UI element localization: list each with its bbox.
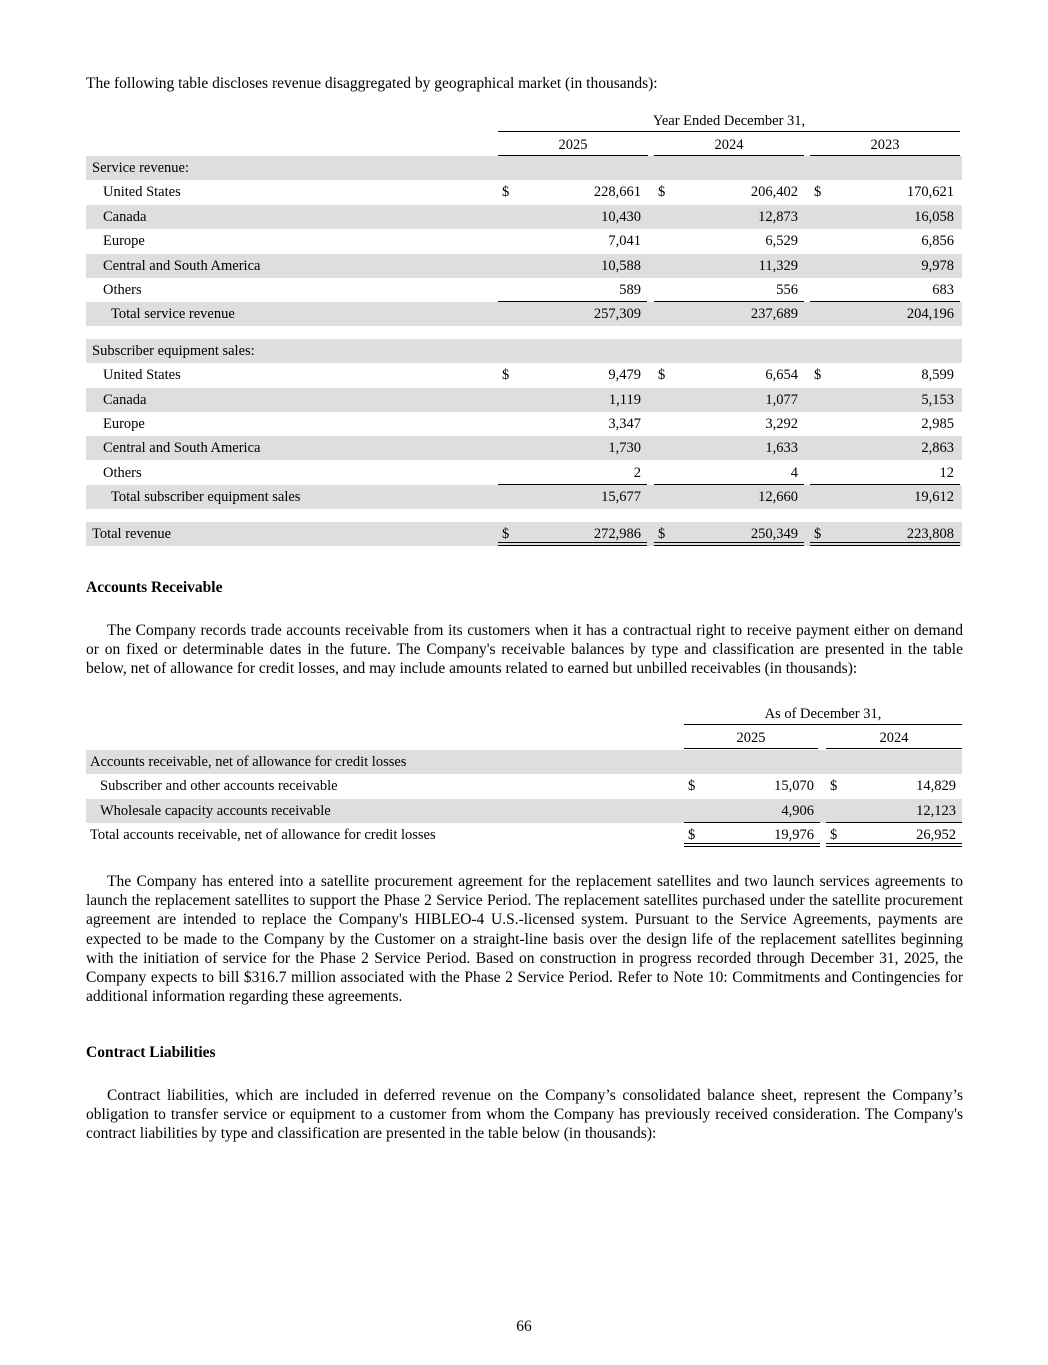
rule (810, 301, 960, 302)
rule (654, 301, 804, 302)
table-row (86, 363, 962, 387)
cell-value: 1,730 (608, 440, 641, 457)
cell-value: 3,347 (608, 416, 641, 432)
row-label: Others (103, 464, 142, 481)
table-row (86, 229, 962, 253)
section-header (86, 156, 962, 180)
cell-value: 1,633 (765, 440, 798, 457)
currency-symbol: $ (814, 184, 822, 201)
cell-value: 170,621 (906, 184, 954, 201)
table-row (86, 278, 962, 302)
row-label: Wholesale capacity accounts receivable (100, 802, 331, 819)
cell-value: 14,829 (916, 778, 956, 795)
year-header: 2025 (736, 730, 766, 746)
table-row (86, 461, 962, 485)
currency-symbol: $ (502, 525, 510, 542)
cell-value: 16,058 (914, 208, 954, 225)
row-label: Total accounts receivable, net of allowance for credit losses (90, 827, 436, 844)
row-label: Total service revenue (111, 306, 235, 323)
cell-value: 9,479 (608, 367, 641, 384)
rule (654, 542, 804, 546)
currency-symbol: $ (830, 827, 838, 844)
cell-value: 223,808 (906, 525, 954, 542)
accounts-receivable-paragraph: The Company records trade accounts receivable from its customers when it has a contractual right to receive payment either on demand or on fixed or determinable dates in the future. The Company's receivable balances by type and classification are presented in the table below, net of allowance for credit losses, and may include amounts related to earned but unbilled receivables (in thousands): (86, 622, 963, 678)
cell-value: 26,952 (916, 827, 956, 844)
year-header: 2024 (714, 137, 744, 153)
subtotal-row (86, 302, 962, 326)
section-label: Service revenue: (92, 160, 190, 176)
table-row (86, 799, 962, 823)
period-header: As of December 31, (764, 706, 882, 722)
table-row (86, 412, 962, 436)
contract-liabilities-heading: Contract Liabilities (86, 1044, 216, 1061)
cell-value: 1,119 (608, 391, 641, 408)
row-label: Canada (103, 208, 147, 225)
currency-symbol: $ (688, 778, 696, 795)
table-row (86, 254, 962, 278)
cell-value: 10,430 (601, 208, 641, 225)
row-label: Total revenue (92, 525, 172, 542)
cell-value: 15,677 (601, 489, 641, 506)
cell-value: 12,873 (758, 208, 798, 225)
cell-value: 2,985 (921, 416, 954, 432)
rule (684, 843, 820, 847)
rule (498, 301, 647, 302)
row-label: United States (103, 367, 181, 384)
currency-symbol: $ (688, 827, 696, 844)
cell-value: 2,863 (921, 440, 954, 457)
rule (684, 822, 820, 823)
page-number: 66 (516, 1318, 532, 1335)
rule (826, 822, 962, 823)
cell-value: 2 (633, 464, 641, 481)
currency-symbol: $ (830, 778, 838, 795)
year-header: 2024 (879, 730, 909, 746)
table-row (86, 436, 962, 460)
cell-value: 250,349 (750, 525, 798, 542)
cell-value: 3,292 (765, 416, 798, 432)
row-label: Canada (103, 391, 147, 408)
currency-symbol: $ (658, 367, 666, 384)
section-label: Subscriber equipment sales: (92, 342, 255, 359)
cell-value: 683 (932, 282, 954, 298)
cell-value: 204,196 (906, 306, 954, 323)
table-row (86, 388, 962, 412)
accounts-receivable-table (86, 704, 962, 854)
currency-symbol: $ (814, 367, 822, 384)
intro-text: The following table discloses revenue disaggregated by geographical market (in thousands): (86, 75, 658, 92)
rule (810, 542, 960, 546)
cell-value: 15,070 (774, 778, 814, 795)
cell-value: 556 (776, 282, 798, 298)
row-label: Central and South America (103, 440, 261, 457)
cell-value: 589 (619, 282, 641, 298)
cell-value: 12,660 (758, 489, 798, 506)
cell-value: 5,153 (921, 391, 954, 408)
row-label: Subscriber and other accounts receivable (100, 778, 338, 795)
row-label: Europe (103, 233, 145, 250)
currency-symbol: $ (814, 525, 822, 542)
row-label: Europe (103, 416, 145, 432)
cell-value: 272,986 (593, 525, 641, 542)
cell-value: 257,309 (593, 306, 641, 323)
rule (810, 484, 960, 485)
procurement-paragraph: The Company has entered into a satellite procurement agreement for the replacement satellites and two launch services agreements to launch the replacement satellites to support the Phase 2 Service Period. The replacement satellites purchased under the satellite procurement agreement are intended to replace the Company's HIBLEO-4 U.S.-licensed system. Pursuant to the Service Agreements, payments are expected to be made to the Company by the Customer on a straight-line basis over the design life of the replacement satellites beginning with the initiation of service for the Phase 2 Service Period. Based on construction in progress recorded through December 31, 2025, the Company expects to bill $316.7 million associated with the Phase 2 Service Period. Refer to Note 10: Commitments and Contingencies for additional information regarding these agreements. (86, 873, 963, 1006)
subtotal-row (86, 485, 962, 509)
rule (498, 542, 647, 546)
table-row (86, 180, 962, 204)
currency-symbol: $ (658, 184, 666, 201)
table-row (86, 774, 962, 798)
revenue-table (86, 110, 962, 550)
accounts-receivable-heading: Accounts Receivable (86, 579, 223, 596)
cell-value: 4,906 (781, 802, 814, 819)
row-label: Others (103, 282, 142, 298)
cell-value: 7,041 (608, 233, 641, 250)
rule (498, 484, 647, 485)
section-header (86, 750, 962, 774)
section-header (86, 339, 962, 363)
cell-value: 12 (939, 464, 954, 481)
row-label: Accounts receivable, net of allowance for credit losses (90, 754, 407, 770)
contract-liabilities-paragraph: Contract liabilities, which are included in deferred revenue on the Company’s consolidated balance sheet, represent the Company’s obligation to transfer service or equipment to a customer from whom the Company has previously received consideration. The Company's contract liabilities by type and classification are presented in the table below (in thousands): (86, 1087, 963, 1143)
cell-value: 11,329 (758, 257, 798, 274)
table-row (86, 205, 962, 229)
row-label: Central and South America (103, 257, 261, 274)
cell-value: 228,661 (593, 184, 641, 201)
cell-value: 12,123 (916, 802, 956, 819)
cell-value: 206,402 (750, 184, 798, 201)
year-header: 2023 (870, 137, 900, 153)
cell-value: 6,856 (921, 233, 954, 250)
currency-symbol: $ (658, 525, 666, 542)
year-header: 2025 (558, 137, 588, 153)
rule (826, 843, 962, 847)
cell-value: 8,599 (921, 367, 954, 384)
currency-symbol: $ (502, 367, 510, 384)
cell-value: 19,612 (914, 489, 954, 506)
rule (654, 484, 804, 485)
cell-value: 6,654 (765, 367, 798, 384)
cell-value: 4 (790, 464, 798, 481)
cell-value: 1,077 (765, 391, 798, 408)
cell-value: 19,976 (774, 827, 814, 844)
cell-value: 9,978 (921, 257, 954, 274)
period-header: Year Ended December 31, (652, 113, 806, 129)
row-label: Total subscriber equipment sales (111, 489, 301, 506)
cell-value: 6,529 (765, 233, 798, 250)
cell-value: 237,689 (750, 306, 798, 323)
row-label: United States (103, 184, 181, 201)
currency-symbol: $ (502, 184, 510, 201)
cell-value: 10,588 (601, 257, 641, 274)
